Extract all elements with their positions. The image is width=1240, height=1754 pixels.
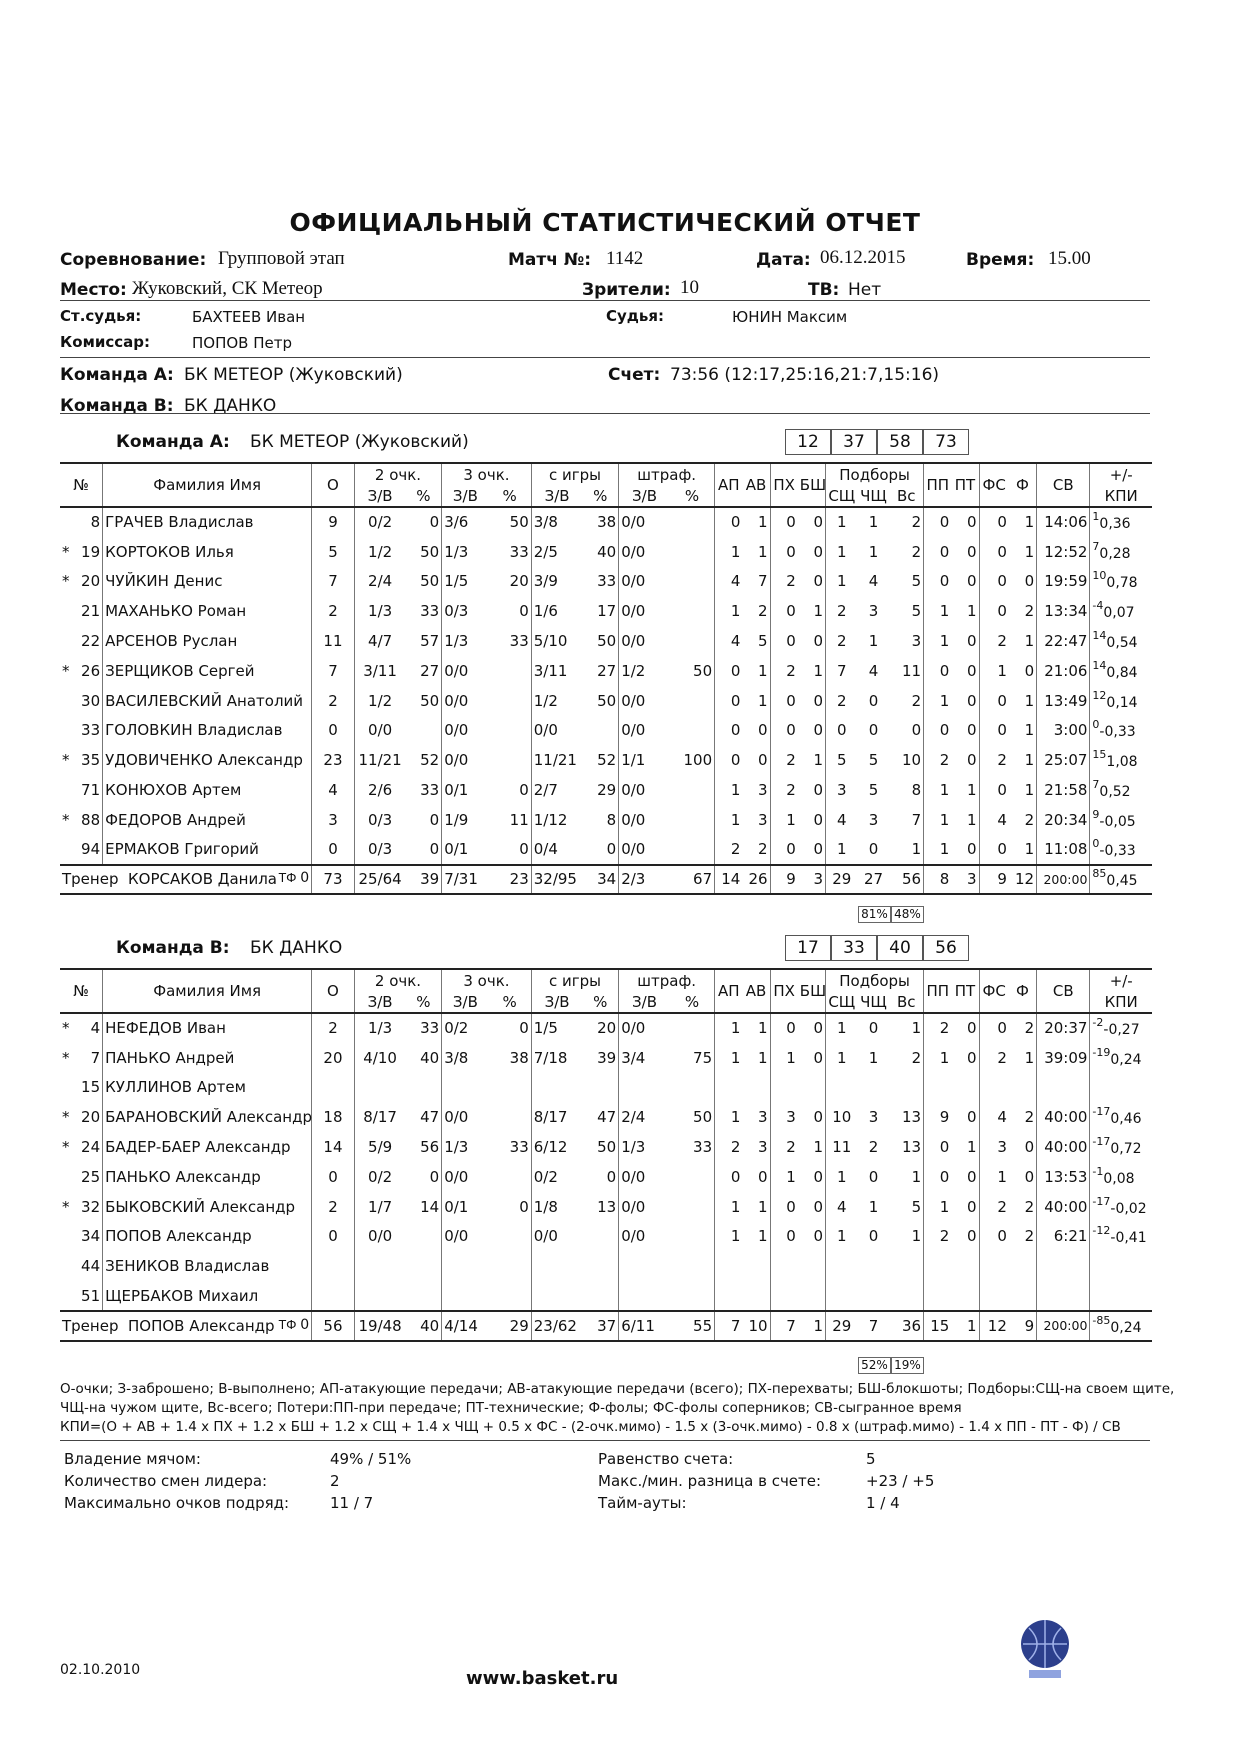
score-label: Счет: <box>608 365 661 385</box>
referee-label: Судья: <box>606 307 665 325</box>
player-row: 15 КУЛЛИНОВ Артем <box>60 1073 1152 1103</box>
divider <box>60 1440 1150 1441</box>
max-run-value: 11 / 7 <box>330 1494 374 1512</box>
team-a-section-label: Команда А: <box>116 432 230 452</box>
player-row: 22 АРСЕНОВ Руслан 11 4/7 57 1/3 33 5/10 50 0/0 4 5 0 0 2 1 3 1 0 2 1 22:47 $^{14}$0,54 <box>60 626 1152 656</box>
spectators-label: Зрители: <box>582 280 671 300</box>
team-b-value: БК ДАНКО <box>184 396 277 416</box>
player-row: 34 ПОПОВ Александр 0 0/0 0/0 0/0 0/0 1 1 0 0 1 0 1 2 0 0 2 6:21 $^{-12}$-0,41 <box>60 1222 1152 1252</box>
player-row: * 20 БАРАНОВСКИЙ Александр 18 8/17 47 0/0 8/17 47 2/4 50 1 3 3 0 10 3 13 9 0 4 2 40:00 $^{-17}$0,46 <box>60 1102 1152 1132</box>
team-b-label: Команда В: <box>60 396 174 416</box>
divider <box>60 413 1150 414</box>
col-no: № <box>73 476 89 494</box>
time-label: Время: <box>966 250 1035 270</box>
player-row: * 26 ЗЕРЩИКОВ Сергей 7 3/11 27 0/0 3/11 27 1/2 50 0 1 2 1 7 4 11 0 0 1 0 21:06 $^{14}$0,84 <box>60 656 1152 686</box>
possession-label: Владение мячом: <box>64 1450 201 1468</box>
timeouts-value: 1 / 4 <box>866 1494 900 1512</box>
legend-line: ЧЩ-на чужом щите, Вс-всего; Потери:ПП-при передаче; ПТ-технические; Ф-фолы; ФС-фолы соперников; СВ-сыгранное время <box>60 1400 962 1416</box>
player-row: 30 ВАСИЛЕВСКИЙ Анатолий 2 1/2 50 0/0 1/2 50 0/0 0 1 0 0 2 0 2 1 0 0 1 13:49 $^{12}$0,14 <box>60 686 1152 716</box>
possession-value: 49% / 51% <box>330 1450 412 1468</box>
team-a-section-name: БК МЕТЕОР (Жуковский) <box>250 432 469 452</box>
player-row: * 4 НЕФЕДОВ Иван 2 1/3 33 0/2 0 1/5 20 0/0 1 1 0 0 1 0 1 2 0 0 2 20:37 $^{-2}$-0,27 <box>60 1013 1152 1043</box>
chief-referee-value: БАХТЕЕВ Иван <box>192 308 306 326</box>
ties-label: Равенство счета: <box>598 1450 734 1468</box>
rebound-pct-box: 52% <box>858 1357 891 1374</box>
time-value: 15.00 <box>1048 248 1091 269</box>
competition-value: Групповой этап <box>218 248 345 269</box>
commissioner-label: Комиссар: <box>60 333 150 351</box>
team-a-label: Команда А: <box>60 365 174 385</box>
player-row: * 32 БЫКОВСКИЙ Александр 2 1/7 14 0/1 0 1/8 13 0/0 1 1 0 0 4 1 5 1 0 2 2 40:00 $^{-17}$-0,02 <box>60 1192 1152 1222</box>
date-label: Дата: <box>756 250 811 270</box>
max-diff-label: Макс./мин. разница в счете: <box>598 1472 822 1490</box>
quarter-score-box: 37 <box>831 429 877 455</box>
team-total-row: Тренер ПОПОВ Александр ТФ 0 56 19/48 40 4/14 29 23/62 37 6/11 55 7 10 7 1 29 7 36 15 1 12 9 200:00 $^{-85}$0,24 <box>60 1311 1152 1341</box>
col-name: Фамилия Имя <box>103 463 312 507</box>
player-row: 94 ЕРМАКОВ Григорий 0 0/3 0 0/1 0 0/4 0 0/0 2 2 0 0 1 0 1 1 0 0 1 11:08 $^0$-0,33 <box>60 835 1152 865</box>
match-value: 1142 <box>606 248 644 269</box>
chief-referee-label: Ст.судья: <box>60 307 142 325</box>
spectators-value: 10 <box>680 277 699 298</box>
rebound-pct-box: 48% <box>891 906 924 923</box>
footer-date: 02.10.2010 <box>60 1662 141 1678</box>
team-total-row: Тренер КОРСАКОВ Данила ТФ 0 73 25/64 39 7/31 23 32/95 34 2/3 67 14 26 9 3 29 27 56 8 3 9 12 200:00 $^{85}$0,45 <box>60 865 1152 895</box>
quarter-score-box: 17 <box>785 935 831 961</box>
rebound-pct-box: 81% <box>858 906 891 923</box>
player-row: * 7 ПАНЬКО Андрей 20 4/10 40 3/8 38 7/18 39 3/4 75 1 1 1 0 1 1 2 1 0 2 1 39:09 $^{-19}$0,24 <box>60 1043 1152 1073</box>
quarter-score-box: 56 <box>923 935 969 961</box>
player-row: * 88 ФЕДОРОВ Андрей 3 0/3 0 1/9 11 1/12 8 0/0 1 3 1 0 4 3 7 1 1 4 2 20:34 $^9$-0,05 <box>60 805 1152 835</box>
referee-value: ЮНИН Максим <box>732 308 848 326</box>
player-row: 51 ЩЕРБАКОВ Михаил <box>60 1281 1152 1311</box>
footer-site-link[interactable]: www.basket.ru <box>466 1668 619 1689</box>
date-value: 06.12.2015 <box>820 247 906 268</box>
col-name: Фамилия Имя <box>103 969 312 1013</box>
team-b-stats-table: № Фамилия Имя О 2 очк. 3 очк. с игры штраф. АП АВ ПХ БШ Подборы ПП ПТ ФС Ф СВ +/- З/В % З/В % З/В % З/В % СЩ ЧЩ Вс КПИ * 4 НЕФЕДОВ Иван 2 1/3 33 0/2 0 1/5 20 0/0 1 1 0 0 1 0 1 2 0 0 2 20:37 $^{-2}$-0,27 * 7 ПАНЬКО Андрей 20 4/10 40 3/8 38 7/18 39 3/4 75 1 1 1 0 1 1 2 1 0 2 1 39:09 $^{-19}$0,24 15 КУЛЛИНОВ Артем * 20 БАРАНОВСКИЙ Александр 18 8/17 47 0/0 8/17 47 2/4 50 1 3 3 0 10 3 13 9 0 4 2 40:00 $^{-17}$0,46 * 24 БАДЕР-БАЕР Александр 14 5/9 56 1/3 33 6/12 50 1/3 33 2 3 2 1 11 2 13 0 1 3 0 40:00 $^{-17}$0,72 25 ПАНЬКО Александр 0 0/2 0 0/0 0/2 0 0/0 0 0 1 0 1 0 1 0 0 1 0 13:53 $^{-1}$0,08 * 32 БЫКОВСКИЙ Александр 2 1/7 14 0/1 0 1/8 13 0/0 1 1 0 0 4 1 5 1 0 2 2 40:00 $^{-17}$-0,02 34 ПОПОВ Александр 0 0/0 0/0 0/0 0/0 1 1 0 0 1 0 1 2 0 0 2 6:21 $^{-12}$-0,41 44 ЗЕНИКОВ Владислав 51 ЩЕРБАКОВ Михаил Тренер ПОПОВ Александр ТФ 0 56 19/48 40 4/14 29 23/62 37 6/11 55 7 10 7 1 29 7 36 15 1 12 9 200:00 $^{-85}$0,24 <box>60 968 1152 1342</box>
quarter-score-box: 73 <box>923 429 969 455</box>
col-pts: О <box>312 969 355 1013</box>
col-no: № <box>73 982 89 1000</box>
team-a-value: БК МЕТЕОР (Жуковский) <box>184 365 403 385</box>
ties-value: 5 <box>866 1450 876 1468</box>
score-value: 73:56 (12:17,25:16,21:7,15:16) <box>670 365 940 385</box>
legend-line: КПИ=(О + АВ + 1.4 х ПХ + 1.2 х БШ + 1.2 х СЩ + 1.4 х ЧЩ + 0.5 х ФС - (2-очк.мимо) - 1.5 х (3-очк.мимо) - 0.8 х (штраф.мимо) - 1.4 х ПП - ПТ - Ф) / СВ <box>60 1419 1121 1435</box>
commissioner-value: ПОПОВ Петр <box>192 334 292 352</box>
player-row: * 19 КОРТОКОВ Илья 5 1/2 50 1/3 33 2/5 40 0/0 1 1 0 0 1 1 2 0 0 0 1 12:52 $^7$0,28 <box>60 537 1152 567</box>
place-label: Место: <box>60 280 127 300</box>
rebound-pct-box: 19% <box>891 1357 924 1374</box>
team-b-section-name: БК ДАНКО <box>250 938 343 958</box>
divider <box>60 357 1150 358</box>
lead-changes-value: 2 <box>330 1472 340 1490</box>
player-row: 25 ПАНЬКО Александр 0 0/2 0 0/0 0/2 0 0/0 0 0 1 0 1 0 1 0 0 1 0 13:53 $^{-1}$0,08 <box>60 1162 1152 1192</box>
max-run-label: Максимально очков подряд: <box>64 1494 290 1512</box>
player-row: * 20 ЧУЙКИН Денис 7 2/4 50 1/5 20 3/9 33 0/0 4 7 2 0 1 4 5 0 0 0 0 19:59 $^{10}$0,78 <box>60 567 1152 597</box>
player-row: 71 КОНЮХОВ Артем 4 2/6 33 0/1 0 2/7 29 0/0 1 3 2 0 3 5 8 1 1 0 1 21:58 $^7$0,52 <box>60 775 1152 805</box>
player-row: 8 ГРАЧЕВ Владислав 9 0/2 0 3/6 50 3/8 38 0/0 0 1 0 0 1 1 2 0 0 0 1 14:06 $^1$0,36 <box>60 507 1152 537</box>
lead-changes-label: Количество смен лидера: <box>64 1472 268 1490</box>
player-row: * 35 УДОВИЧЕНКО Александр 23 11/21 52 0/0 11/21 52 1/1 100 0 0 2 1 5 5 10 2 0 2 1 25:07 $^{15}$1,08 <box>60 745 1152 775</box>
player-row: 33 ГОЛОВКИН Владислав 0 0/0 0/0 0/0 0/0 0 0 0 0 0 0 0 0 0 0 1 3:00 $^0$-0,33 <box>60 716 1152 746</box>
player-row: * 24 БАДЕР-БАЕР Александр 14 5/9 56 1/3 33 6/12 50 1/3 33 2 3 2 1 11 2 13 0 1 3 0 40:00 $^{-17}$0,72 <box>60 1132 1152 1162</box>
legend <box>60 1380 1180 1437</box>
tv-label: ТВ: <box>808 280 840 300</box>
quarter-score-box: 33 <box>831 935 877 961</box>
quarter-score-box: 58 <box>877 429 923 455</box>
team-b-section-label: Команда В: <box>116 938 230 958</box>
legend-line: О-очки; З-заброшено; В-выполнено; АП-атакующие передачи; АВ-атакующие передачи (всего); ПХ-перехваты; БШ-блокшоты; Подборы:СЩ-на своем щите, <box>60 1381 1175 1397</box>
timeouts-label: Тайм-ауты: <box>598 1494 687 1512</box>
divider <box>60 300 1150 301</box>
quarter-score-box: 12 <box>785 429 831 455</box>
basket-logo-icon <box>1015 1614 1075 1684</box>
place-value: Жуковский, СК Метеор <box>132 278 323 299</box>
match-label: Матч №: <box>508 250 592 270</box>
player-row: 21 МАХАНЬКО Роман 2 1/3 33 0/3 0 1/6 17 0/0 1 2 0 1 2 3 5 1 1 0 2 13:34 $^{-4}$0,07 <box>60 596 1152 626</box>
tv-value: Нет <box>848 280 882 300</box>
player-row: 44 ЗЕНИКОВ Владислав <box>60 1251 1152 1281</box>
report-title: ОФИЦИАЛЬНЫЙ СТАТИСТИЧЕСКИЙ ОТЧЕТ <box>289 208 921 237</box>
col-pts: О <box>312 463 355 507</box>
max-diff-value: +23 / +5 <box>866 1472 935 1490</box>
quarter-score-box: 40 <box>877 935 923 961</box>
competition-label: Соревнование: <box>60 250 207 270</box>
team-a-stats-table: № Фамилия Имя О 2 очк. 3 очк. с игры штраф. АП АВ ПХ БШ Подборы ПП ПТ ФС Ф СВ +/- З/В % З/В % З/В % З/В % СЩ ЧЩ Вс КПИ 8 ГРАЧЕВ Владислав 9 0/2 0 3/6 50 3/8 38 0/0 0 1 0 0 1 1 2 0 0 0 1 14:06 $^1$0,36 * 19 КОРТОКОВ Илья 5 1/2 50 1/3 33 2/5 40 0/0 1 1 0 0 1 1 2 0 0 0 1 12:52 $^7$0,28 * 20 ЧУЙКИН Денис 7 2/4 50 1/5 20 3/9 33 0/0 4 7 2 0 1 4 5 0 0 0 0 19:59 $^{10}$0,78 21 МАХАНЬКО Роман 2 1/3 33 0/3 0 1/6 17 0/0 1 2 0 1 2 3 5 1 1 0 2 13:34 $^{-4}$0,07 22 АРСЕНОВ Руслан 11 4/7 57 1/3 33 5/10 50 0/0 4 5 0 0 2 1 3 1 0 2 1 22:47 $^{14}$0,54 * 26 ЗЕРЩИКОВ Сергей 7 3/11 27 0/0 3/11 27 1/2 50 0 1 2 1 7 4 11 0 0 1 0 21:06 $^{14}$0,84 30 ВАСИЛЕВСКИЙ Анатолий 2 1/2 50 0/0 1/2 50 0/0 0 1 0 0 2 0 2 1 0 0 1 13:49 $^{12}$0,14 33 ГОЛОВКИН Владислав 0 0/0 0/0 0/0 0/0 0 0 0 0 0 0 0 0 0 0 1 3:00 $^0$-0,33 * 35 УДОВИЧЕНКО Александр 23 11/21 52 0/0 11/21 52 1/1 100 0 0 2 1 5 5 10 2 0 2 1 25:07 $^{15}$1,08 71 КОНЮХОВ Артем 4 2/6 33 0/1 0 2/7 29 0/0 1 3 2 0 3 5 8 1 1 0 1 21:58 $^7$0,52 * 88 ФЕДОРОВ Андрей 3 0/3 0 1/9 11 1/12 8 0/0 1 3 1 0 4 3 7 1 1 4 2 20:34 $^9$-0,05 94 ЕРМАКОВ Григорий 0 0/3 0 0/1 0 0/4 0 0/0 2 2 0 0 1 0 1 1 0 0 1 11:08 $^0$-0,33 Тренер КОРСАКОВ Данила ТФ 0 73 25/64 39 7/31 23 32/95 34 2/3 67 14 26 9 3 29 27 56 8 3 9 12 200:00 $^{85}$0,45 <box>60 462 1152 895</box>
